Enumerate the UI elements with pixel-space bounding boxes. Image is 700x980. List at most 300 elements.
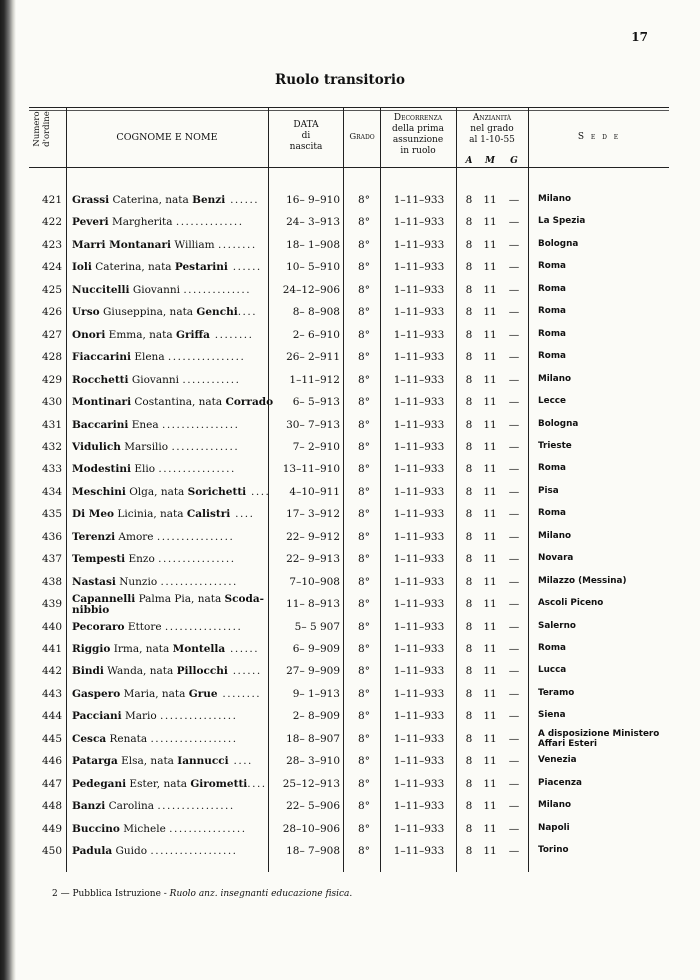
- table-row: [0, 306, 700, 328]
- header-dec-line: assunzione: [392, 135, 444, 145]
- surname: Pacciani: [72, 710, 122, 723]
- surname: Ioli: [72, 261, 92, 274]
- seniority-days: —: [508, 598, 520, 611]
- given-name: Palma Pia, nata: [135, 593, 225, 606]
- start-date: 1–11–933: [393, 732, 445, 745]
- table-top-rule-inner: [29, 110, 669, 111]
- seniority-months: 11: [483, 351, 497, 364]
- seniority-months: 11: [483, 283, 497, 296]
- location: Milano: [538, 194, 572, 204]
- start-date: 1–11–933: [393, 598, 445, 611]
- header-data: [270, 120, 342, 153]
- seniority-years: 8: [465, 261, 473, 274]
- seniority-years: 8: [465, 328, 473, 341]
- seniority-years: 8: [465, 800, 473, 813]
- surname: Nastasi: [72, 575, 116, 588]
- seniority-days: —: [508, 553, 520, 566]
- seniority-months: 11: [483, 845, 497, 858]
- grade: 8°: [358, 418, 370, 431]
- seniority-years: 8: [465, 620, 473, 633]
- surname: Onori: [72, 328, 106, 341]
- start-date: 1–11–933: [393, 508, 445, 521]
- leader-dots: ....: [230, 508, 255, 521]
- full-name: [72, 508, 270, 520]
- start-date: 1–11–933: [393, 485, 445, 498]
- birth-date: 1–11–912: [289, 373, 340, 386]
- maiden-name: Girometti: [190, 777, 248, 790]
- header-grado: Grado: [349, 132, 375, 142]
- leader-dots: ........: [217, 238, 257, 251]
- grade: 8°: [358, 373, 370, 386]
- location: Lecce: [538, 396, 566, 407]
- seniority-years: 8: [465, 553, 473, 566]
- leader-dots: ................: [167, 351, 246, 364]
- given-name: Olga, nata: [125, 485, 188, 498]
- seniority-months: 11: [483, 643, 497, 655]
- given-name: Guido: [112, 845, 151, 858]
- full-name: [72, 733, 270, 745]
- row-number: 448: [41, 800, 62, 813]
- birth-date: 18– 1–908: [286, 238, 340, 251]
- grade: 8°: [358, 216, 370, 229]
- seniority-days: —: [508, 755, 520, 768]
- table-row: [0, 823, 700, 845]
- seniority-months: 11: [483, 620, 497, 633]
- seniority-years: 8: [465, 598, 473, 611]
- surname: Urso: [72, 306, 100, 319]
- maiden-name: Sorichetti: [187, 485, 247, 498]
- seniority-years: 8: [465, 845, 473, 858]
- maiden-name: Scoda- nibbio: [72, 593, 265, 617]
- given-name: Nunzio: [115, 575, 161, 588]
- row-number: 441: [41, 643, 62, 655]
- seniority-days: —: [508, 643, 520, 655]
- row-number: 431: [41, 418, 62, 431]
- grade: 8°: [358, 440, 370, 453]
- table-row: [0, 845, 700, 867]
- start-date: 1–11–933: [393, 530, 445, 543]
- leader-dots: ................: [156, 530, 235, 543]
- leader-dots: ................: [160, 575, 238, 588]
- start-date: 1–11–933: [393, 845, 445, 858]
- leader-dots: ........: [217, 687, 262, 700]
- table-row: [0, 351, 700, 373]
- location: Roma: [538, 283, 566, 294]
- start-date: 1–11–933: [393, 755, 445, 768]
- birth-date: 6– 9–909: [292, 643, 340, 655]
- full-name: [72, 419, 270, 431]
- given-name: Renata: [106, 732, 151, 745]
- start-date: 1–11–933: [393, 396, 445, 409]
- grade: 8°: [358, 306, 370, 319]
- seniority-days: —: [508, 396, 520, 409]
- full-name: [72, 643, 270, 655]
- birth-date: 8– 8–908: [292, 306, 340, 319]
- given-name: Maria, nata: [120, 687, 189, 700]
- seniority-months: 11: [483, 216, 497, 229]
- full-name: [72, 441, 270, 453]
- location: Pisa: [538, 485, 559, 496]
- birth-date: 18– 8–907: [286, 732, 340, 745]
- surname: Modestini: [72, 463, 132, 476]
- start-date: 1–11–933: [393, 643, 445, 655]
- start-date: 1–11–933: [393, 822, 445, 835]
- row-number: 440: [41, 620, 62, 633]
- table-row: [0, 593, 700, 620]
- full-name: [72, 594, 270, 616]
- seniority-days: —: [508, 351, 520, 364]
- seniority-years: 8: [465, 665, 473, 678]
- seniority-years: 8: [465, 643, 473, 655]
- seniority-days: —: [508, 373, 520, 386]
- given-name: Costantina, nata: [131, 396, 226, 409]
- seniority-days: —: [508, 777, 520, 790]
- location: Roma: [538, 306, 566, 317]
- seniority-years: 8: [465, 351, 473, 364]
- leader-dots: ................: [158, 553, 236, 566]
- grade: 8°: [358, 351, 370, 364]
- surname: Pecoraro: [72, 620, 125, 633]
- birth-date: 9– 1–913: [292, 687, 340, 700]
- seniority-days: —: [508, 306, 520, 319]
- seniority-months: 11: [483, 508, 497, 521]
- header-anz-g: G: [510, 156, 518, 166]
- seniority-months: 11: [483, 755, 497, 768]
- leader-dots: ..............: [171, 440, 240, 453]
- seniority-months: 11: [483, 777, 497, 790]
- header-data-line: DATA: [293, 120, 319, 130]
- location: Piacenza: [538, 777, 582, 788]
- birth-date: 2– 8–909: [292, 710, 340, 723]
- location: Salerno: [538, 620, 576, 631]
- seniority-months: 11: [483, 396, 497, 409]
- seniority-years: 8: [465, 283, 473, 296]
- maiden-name: Grue: [188, 687, 218, 700]
- leader-dots: ....: [246, 485, 271, 498]
- surname: Tempesti: [72, 553, 126, 566]
- grade: 8°: [358, 822, 370, 835]
- birth-date: 28–10–906: [282, 822, 340, 835]
- seniority-days: —: [508, 665, 520, 678]
- table-top-rule: [29, 107, 669, 108]
- seniority-years: 8: [465, 710, 473, 723]
- leader-dots: ................: [162, 418, 240, 431]
- seniority-years: 8: [465, 463, 473, 476]
- location: Trieste: [538, 440, 572, 451]
- surname: Gaspero: [72, 687, 121, 700]
- grade: 8°: [358, 463, 370, 476]
- surname: Terenzi: [72, 530, 116, 543]
- table-row: [0, 643, 700, 665]
- table-row: [0, 239, 700, 261]
- row-number: 439: [41, 598, 62, 611]
- seniority-years: 8: [465, 373, 473, 386]
- seniority-months: 11: [483, 553, 497, 566]
- grade: 8°: [358, 328, 370, 341]
- seniority-days: —: [508, 440, 520, 453]
- start-date: 1–11–933: [393, 373, 445, 386]
- table-header-rule: [29, 167, 669, 168]
- leader-dots: ....: [237, 306, 258, 319]
- birth-date: 6– 5–913: [292, 396, 340, 409]
- surname: Riggio: [72, 643, 111, 655]
- row-number: 429: [41, 373, 62, 386]
- grade: 8°: [358, 396, 370, 409]
- surname: Bindi: [72, 665, 104, 678]
- surname: Padula: [72, 845, 113, 858]
- location: Roma: [538, 328, 566, 339]
- seniority-months: 11: [483, 194, 497, 206]
- table-row: [0, 216, 700, 238]
- grade: 8°: [358, 665, 370, 678]
- location: Milano: [538, 530, 572, 541]
- row-number: 437: [41, 553, 62, 566]
- start-date: 1–11–933: [393, 665, 445, 678]
- seniority-years: 8: [465, 396, 473, 409]
- given-name: Marsilio: [120, 440, 172, 453]
- start-date: 1–11–933: [393, 194, 445, 206]
- seniority-months: 11: [483, 485, 497, 498]
- given-name: Amore: [115, 530, 157, 543]
- seniority-years: 8: [465, 777, 473, 790]
- maiden-name: Pillocchi: [176, 665, 228, 678]
- seniority-days: —: [508, 575, 520, 588]
- start-date: 1–11–933: [393, 687, 445, 700]
- leader-dots: ................: [169, 822, 247, 835]
- location: Milano: [538, 800, 572, 811]
- grade: 8°: [358, 800, 370, 813]
- given-name: Elsa, nata: [117, 755, 178, 768]
- full-name: [72, 329, 270, 341]
- start-date: 1–11–933: [393, 261, 445, 274]
- header-nome: COGNOME E NOME: [116, 132, 218, 143]
- full-name: [72, 486, 270, 498]
- seniority-days: —: [508, 485, 520, 498]
- location: Roma: [538, 508, 566, 519]
- location: Venezia: [538, 755, 577, 766]
- given-name: Carolina: [105, 800, 158, 813]
- location: Roma: [538, 643, 566, 653]
- full-name: [72, 621, 270, 633]
- surname: Peveri: [72, 216, 109, 229]
- seniority-months: 11: [483, 687, 497, 700]
- start-date: 1–11–933: [393, 283, 445, 296]
- given-name: Ettore: [124, 620, 165, 633]
- birth-date: 7– 2–910: [292, 440, 340, 453]
- header-dec-line: Decorrenza: [393, 113, 443, 123]
- grade: 8°: [358, 508, 370, 521]
- start-date: 1–11–933: [393, 800, 445, 813]
- table-row: [0, 728, 700, 755]
- leader-dots: ....: [228, 755, 253, 768]
- birth-date: 4–10–911: [289, 485, 340, 498]
- header-anz-m: M: [485, 156, 495, 166]
- birth-date: 5– 5 907: [294, 620, 340, 633]
- seniority-days: —: [508, 418, 520, 431]
- given-name: Mario: [121, 710, 161, 723]
- seniority-months: 11: [483, 463, 497, 476]
- leader-dots: ..................: [150, 845, 238, 858]
- header-anz-line: al 1-10-55: [469, 135, 515, 145]
- given-name: Giovanni: [129, 283, 184, 296]
- grade: 8°: [358, 283, 370, 296]
- birth-date: 13–11–910: [282, 463, 340, 476]
- birth-date: 2– 6–910: [292, 328, 340, 341]
- start-date: 1–11–933: [393, 620, 445, 633]
- birth-date: 28– 3–910: [286, 755, 340, 768]
- birth-date: 22– 5–906: [286, 800, 340, 813]
- leader-dots: ..............: [183, 283, 252, 296]
- seniority-days: —: [508, 463, 520, 476]
- full-name: [72, 261, 270, 273]
- seniority-months: 11: [483, 530, 497, 543]
- birth-date: 22– 9–912: [286, 530, 340, 543]
- header-anz-line: nel grado: [470, 124, 514, 134]
- birth-date: 17– 3–912: [286, 508, 340, 521]
- seniority-years: 8: [465, 485, 473, 498]
- seniority-years: 8: [465, 575, 473, 588]
- location: Lucca: [538, 665, 567, 676]
- grade: 8°: [358, 485, 370, 498]
- full-name: [72, 351, 270, 363]
- seniority-years: 8: [465, 440, 473, 453]
- table-row: [0, 284, 700, 306]
- leader-dots: ........: [209, 328, 254, 341]
- row-number: 442: [41, 665, 62, 678]
- start-date: 1–11–933: [393, 575, 445, 588]
- leader-dots: ................: [158, 463, 236, 476]
- full-name: [72, 194, 270, 206]
- seniority-days: —: [508, 845, 520, 858]
- birth-date: 18– 7–908: [286, 845, 340, 858]
- seniority-days: —: [508, 620, 520, 633]
- page-number: 17: [631, 30, 648, 44]
- location: Novara: [538, 553, 574, 564]
- table-row: [0, 261, 700, 283]
- grade: 8°: [358, 598, 370, 611]
- maiden-name: Iannucci: [177, 755, 229, 768]
- header-anzianita: [457, 113, 527, 146]
- given-name: Michele: [119, 822, 170, 835]
- grade: 8°: [358, 238, 370, 251]
- full-name: [72, 823, 270, 835]
- row-number: 432: [41, 440, 62, 453]
- table-row: [0, 486, 700, 508]
- header-dec-line: della prima: [392, 124, 444, 134]
- start-date: 1–11–933: [393, 553, 445, 566]
- grade: 8°: [358, 620, 370, 633]
- leader-dots: ....: [247, 777, 267, 790]
- grade: 8°: [358, 530, 370, 543]
- seniority-days: —: [508, 687, 520, 700]
- header-decorrenza: [381, 113, 455, 157]
- table-row: [0, 441, 700, 463]
- location: Roma: [538, 351, 566, 362]
- row-number: 445: [41, 732, 62, 745]
- given-name: Caterina, nata: [91, 261, 175, 274]
- page-footer: [52, 889, 352, 899]
- surname: Meschini: [72, 485, 126, 498]
- seniority-days: —: [508, 283, 520, 296]
- location: La Spezia: [538, 216, 586, 227]
- leader-dots: ............: [182, 373, 241, 386]
- birth-date: 10– 5–910: [286, 261, 340, 274]
- table-row: [0, 194, 700, 216]
- row-number: 450: [41, 845, 62, 858]
- surname: Fiaccarini: [72, 351, 131, 364]
- seniority-years: 8: [465, 822, 473, 835]
- row-number: 447: [41, 777, 62, 790]
- seniority-months: 11: [483, 710, 497, 723]
- given-name: Irma, nata: [110, 643, 173, 655]
- location: Roma: [538, 463, 566, 474]
- row-number: 428: [41, 351, 62, 364]
- seniority-months: 11: [483, 575, 497, 588]
- start-date: 1–11–933: [393, 418, 445, 431]
- row-number: 435: [41, 508, 62, 521]
- full-name: [72, 374, 270, 386]
- seniority-months: 11: [483, 306, 497, 319]
- start-date: 1–11–933: [393, 351, 445, 364]
- surname: Rocchetti: [72, 373, 129, 386]
- surname: Vidulich: [72, 440, 121, 453]
- header-anz-a: A: [465, 156, 473, 166]
- row-number: 438: [41, 575, 62, 588]
- given-name: William: [171, 238, 218, 251]
- grade: 8°: [358, 777, 370, 790]
- leader-dots: ..................: [150, 732, 238, 745]
- location: Milazzo (Messina): [538, 575, 627, 586]
- row-number: 424: [41, 261, 62, 274]
- seniority-years: 8: [465, 530, 473, 543]
- full-name: [72, 576, 270, 588]
- birth-date: 30– 7–913: [286, 418, 340, 431]
- start-date: 1–11–933: [393, 328, 445, 341]
- table-row: [0, 463, 700, 485]
- row-number: 443: [41, 687, 62, 700]
- seniority-days: —: [508, 328, 520, 341]
- birth-date: 26– 2–911: [286, 351, 340, 364]
- location: Milano: [538, 373, 572, 384]
- seniority-days: —: [508, 508, 520, 521]
- birth-date: 11– 8–913: [286, 598, 340, 611]
- given-name: Elio: [131, 463, 159, 476]
- surname: Baccarini: [72, 418, 129, 431]
- table-row: [0, 553, 700, 575]
- header-data-line: nascita: [289, 142, 323, 152]
- start-date: 1–11–933: [393, 777, 445, 790]
- seniority-months: 11: [483, 261, 497, 274]
- seniority-months: 11: [483, 598, 497, 611]
- full-name: [72, 284, 270, 296]
- grade: 8°: [358, 755, 370, 768]
- table-row: [0, 778, 700, 800]
- footer-italic: Ruolo anz. insegnanti educazione fisica.: [169, 889, 353, 899]
- grade: 8°: [358, 845, 370, 858]
- maiden-name: Calistri: [186, 508, 231, 521]
- start-date: 1–11–933: [393, 216, 445, 229]
- maiden-name: Genchi: [196, 306, 238, 319]
- given-name: Enea: [128, 418, 162, 431]
- maiden-name: Montella: [172, 643, 226, 655]
- table-row: [0, 419, 700, 441]
- surname: Cesca: [72, 732, 107, 745]
- row-number: 433: [41, 463, 62, 476]
- seniority-months: 11: [483, 800, 497, 813]
- given-name: Giuseppina, nata: [99, 306, 197, 319]
- given-name: Giovanni: [128, 373, 183, 386]
- given-name: Licinia, nata: [114, 508, 187, 521]
